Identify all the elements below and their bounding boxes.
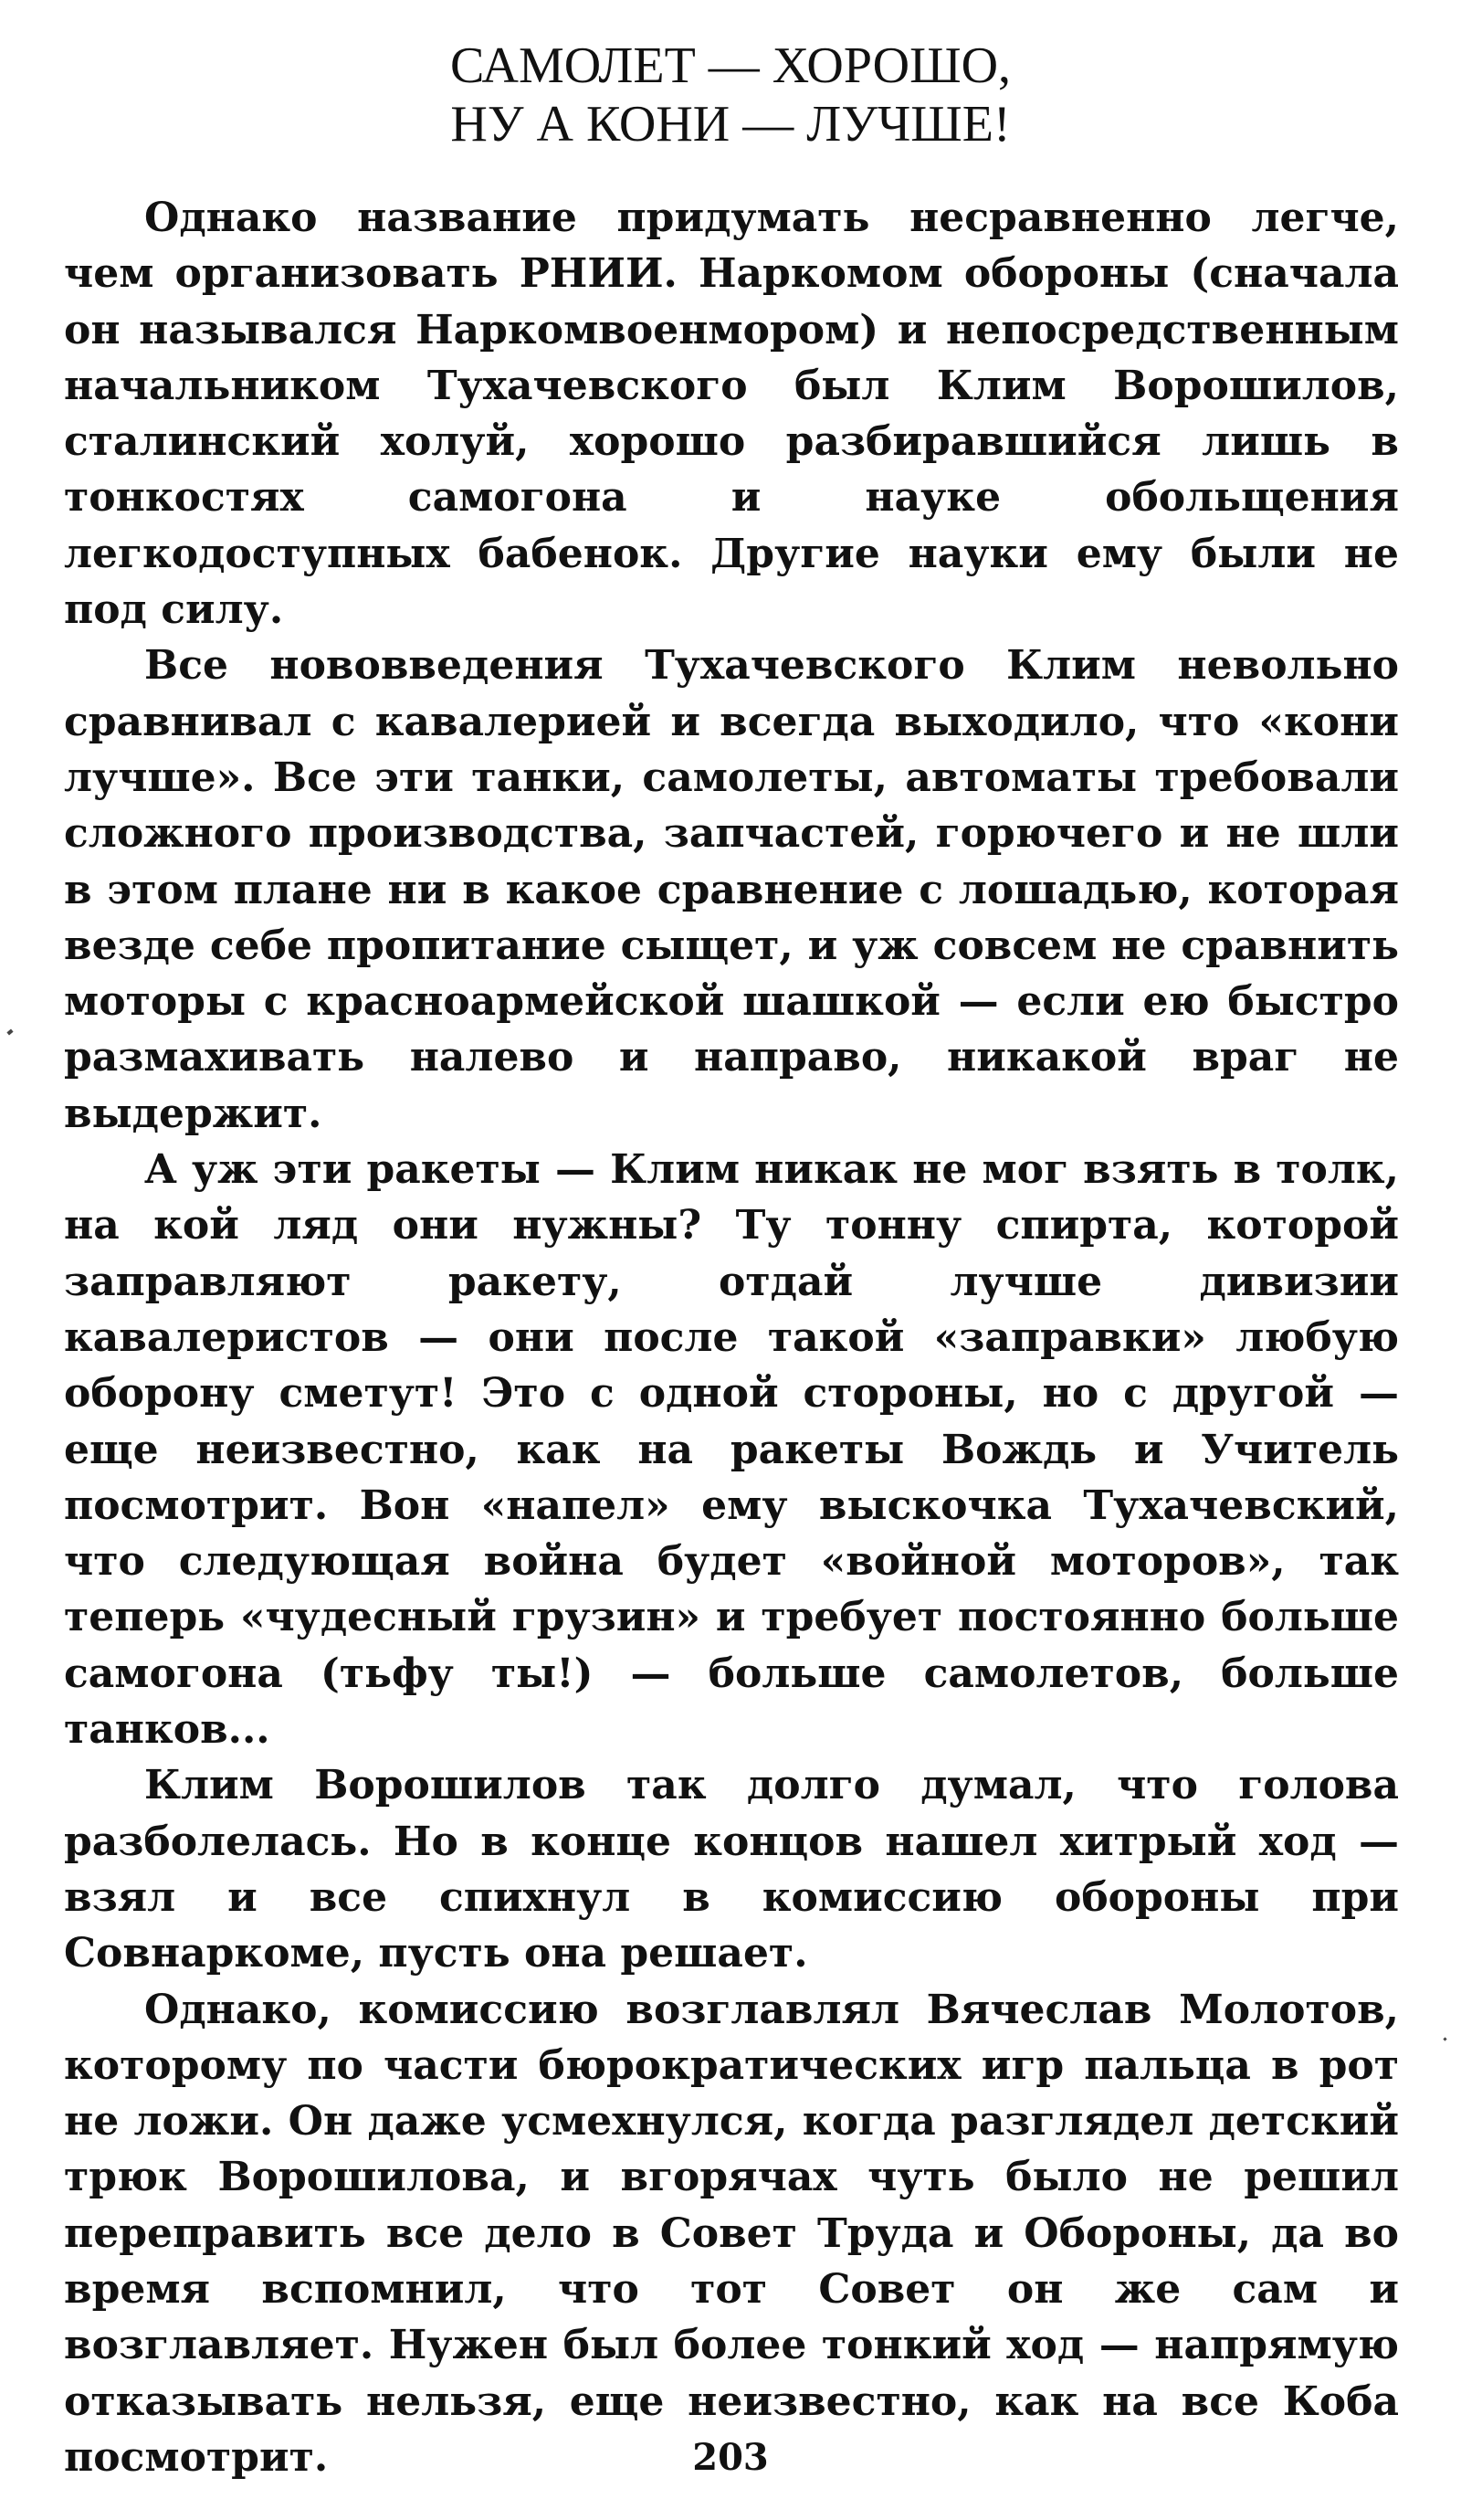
paragraph-1: Однако название придумать несравненно легче, чем организовать РНИИ. Наркомом обороны (сначала он назывался Наркомвоенмором) и непосредственным начальником Тухачевского был Клим Ворошилов, сталинский холуй, хорошо разбиравшийся лишь в тонкостях самогона и науке обольщения легкодоступных бабенок. Другие науки ему были не под силу. — [64, 195, 1399, 634]
body-text — [64, 190, 1399, 2485]
page-number: 203 — [692, 2436, 769, 2479]
scan-speck — [1443, 2037, 1446, 2040]
chapter-heading-line-1: САМОЛЕТ — ХОРОШО, — [449, 37, 1012, 94]
paragraph-5: Однако, комиссию возглавлял Вячеслав Молотов, которому по части бюрократических игр пальца в рот не ложи. Он даже усмехнулся, когда разглядел детский трюк Ворошилова, и вгорячах чуть было не решил переправить все дело в Совет Труда и Обороны, да во время вспомнил, что тот Совет он же сам и возглавляет. Нужен был более тонкий ход — напрямую отказывать нельзя, еще неизвестно, как на все Коба посмотрит. — [64, 1986, 1399, 2481]
chapter-heading — [0, 37, 1461, 153]
scan-speck — [6, 1029, 13, 1036]
chapter-heading-line-2: НУ А КОНИ — ЛУЧШЕ! — [450, 96, 1011, 153]
paragraph-3: А уж эти ракеты — Клим никак не мог взять в толк, на кой ляд они нужны? Ту тонну спирта, которой заправляют ракету, отдай лучше дивизии кавалеристов — они после такой «заправки» любую оборону сметут! Это с одной стороны, но с другой — еще неизвестно, как на ракеты Вождь и Учитель посмотрит. Вон «напел» ему выскочка Тухачевский, что следующая война будет «войной моторов», так теперь «чудесный грузин» и требует постоянно больше самогона (тьфу ты!) — больше самолетов, больше танков... — [64, 1146, 1399, 1754]
paragraph-2: Все нововведения Тухачевского Клим невольно сравнивал с кавалерией и всегда выходило, что «кони лучше». Все эти танки, самолеты, автоматы требовали сложного производства, запчастей, горючего и не шли в этом плане ни в какое сравнение с лошадью, которая везде себе пропитание сыщет, и уж совсем не сравнить моторы с красноармейской шашкой — если ею быстро размахивать налево и направо, никакой враг не выдержит. — [64, 642, 1399, 1137]
paragraph-4: Клим Ворошилов так долго думал, что голова разболелась. Но в конце концов нашел хитрый ход — взял и все спихнул в комиссию обороны при Совнаркоме, пусть она решает. — [64, 1762, 1399, 1977]
